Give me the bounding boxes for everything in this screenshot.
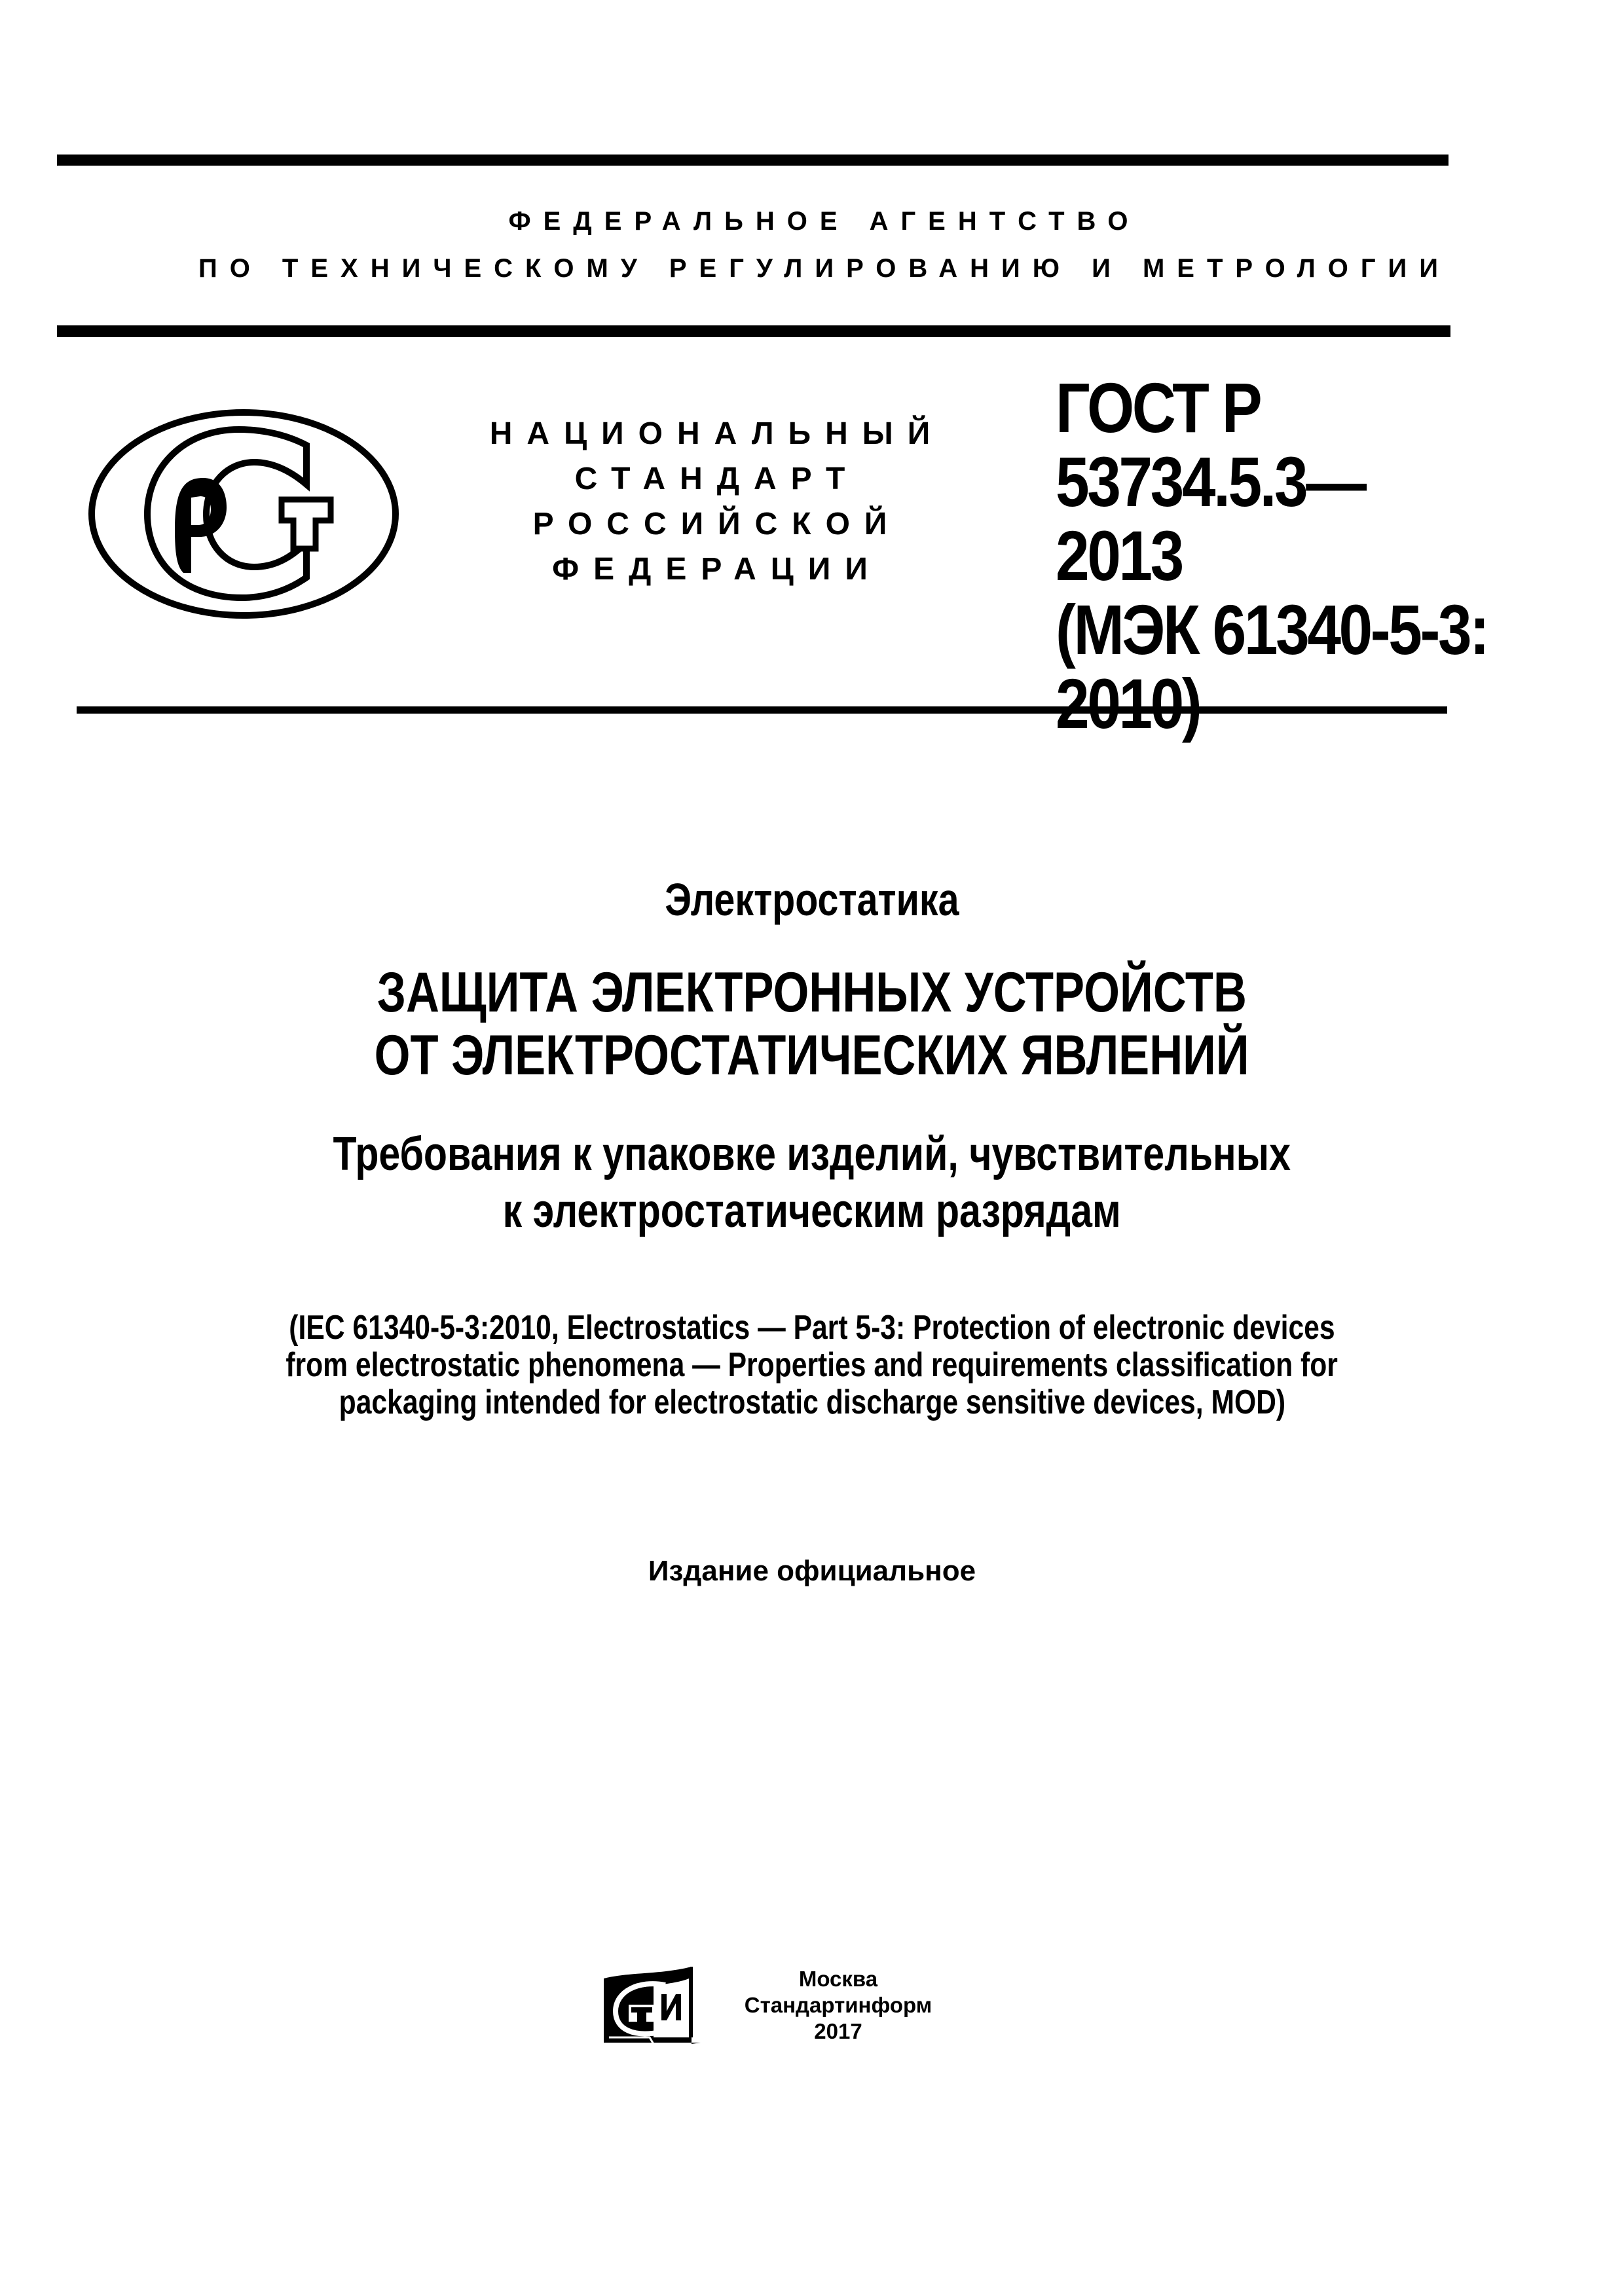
designation-line-3: 2013 bbox=[1056, 516, 1182, 595]
header-bottom-rule bbox=[57, 325, 1450, 337]
iec-ref-line-2: from electrostatic phenomena — Properties and requirements classification for bbox=[286, 1346, 1338, 1384]
iec-ref-line-1: (IEC 61340-5-3:2010, Electrostatics — Part 5-3: Protection of electronic devices bbox=[289, 1309, 1335, 1347]
document-title bbox=[0, 961, 1624, 1087]
standard-designation bbox=[1056, 368, 1488, 743]
national-standard-line-4: ФЕДЕРАЦИИ bbox=[552, 552, 882, 587]
national-standard-line-2: СТАНДАРТ bbox=[574, 462, 860, 496]
designation-line-1: ГОСТ Р bbox=[1056, 368, 1261, 447]
subtitle-line-1: Требования к упаковке изделий, чувствительных bbox=[333, 1128, 1291, 1180]
standartinform-logo-icon bbox=[602, 1965, 702, 2050]
international-standard-reference bbox=[0, 1309, 1624, 1421]
national-standard-line-1: НАЦИОНАЛЬНЫЙ bbox=[489, 416, 945, 451]
document-topic bbox=[0, 873, 1624, 926]
iec-ref-line-3: packaging intended for electrostatic discharge sensitive devices, MOD) bbox=[339, 1383, 1285, 1421]
designation-line-4: (МЭК 61340-5-3: bbox=[1056, 590, 1488, 669]
agency-name-line-2: ПО ТЕХНИЧЕСКОМУ РЕГУЛИРОВАНИЮ И МЕТРОЛОГИИ bbox=[198, 254, 1451, 283]
subtitle-line-2: к электростатическим разрядам bbox=[502, 1185, 1122, 1237]
document-subtitle bbox=[0, 1126, 1624, 1240]
title-line-2: ОТ ЭЛЕКТРОСТАТИЧЕСКИХ ЯВЛЕНИЙ bbox=[375, 1024, 1249, 1087]
national-standard-label bbox=[452, 411, 982, 592]
document-topic-text: Электростатика bbox=[665, 874, 959, 925]
publisher-city: Москва bbox=[798, 1967, 878, 1991]
publication-year: 2017 bbox=[814, 2019, 862, 2043]
rst-gost-logo-icon bbox=[85, 406, 403, 622]
agency-name-line-1: ФЕДЕРАЛЬНОЕ АГЕНТСТВО bbox=[508, 207, 1141, 236]
national-standard-line-3: РОССИЙСКОЙ bbox=[532, 507, 902, 541]
top-rule bbox=[57, 155, 1449, 166]
designation-line-2: 53734.5.3— bbox=[1056, 442, 1365, 521]
official-edition-label: Издание официальное bbox=[648, 1555, 976, 1587]
designation-line-5: 2010) bbox=[1056, 664, 1200, 743]
publisher-name: Стандартинформ bbox=[744, 1993, 932, 2017]
publisher-info bbox=[727, 1966, 950, 2045]
title-line-1: ЗАЩИТА ЭЛЕКТРОННЫХ УСТРОЙСТВ bbox=[377, 961, 1247, 1024]
